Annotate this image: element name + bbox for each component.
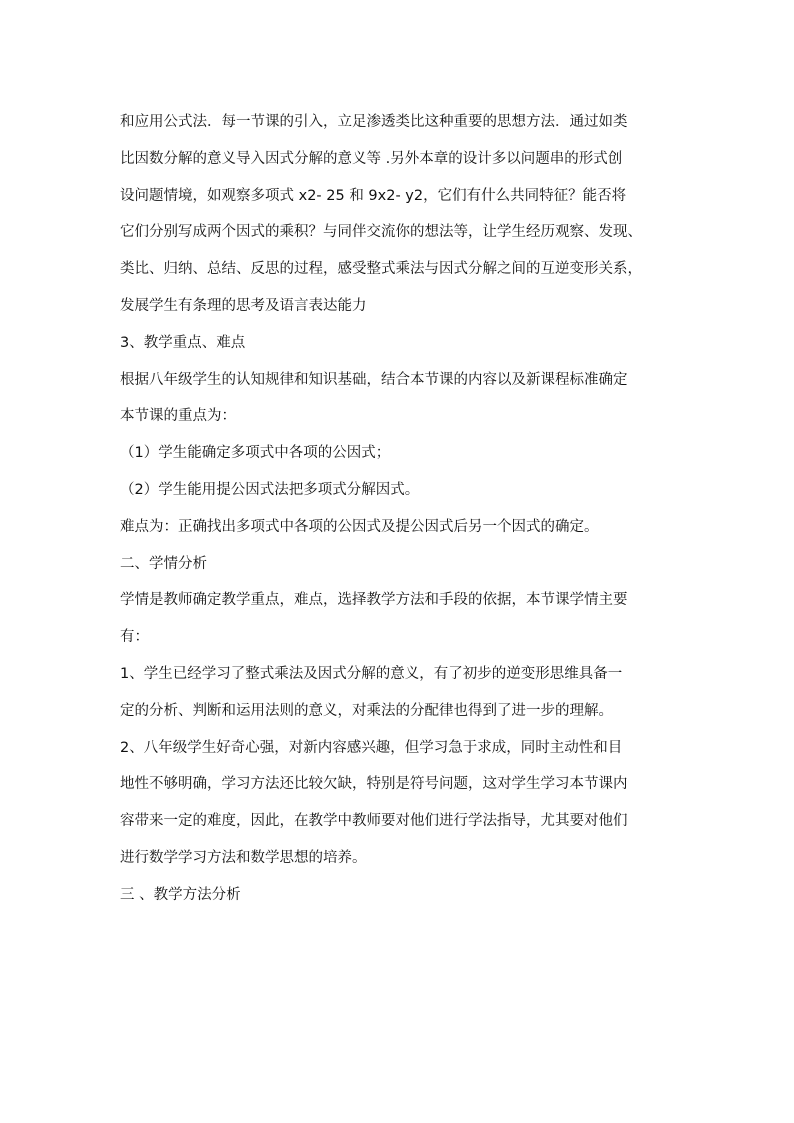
text-line-12: 难点为：正确找出多项式中各项的公因式及提公因式后另一个因式的确定。	[120, 518, 599, 535]
list-item-2: （2）学生能用提公因式法把多项式分解因式。	[120, 481, 420, 498]
section-heading-key-points: 3、教学重点、难点	[120, 334, 246, 351]
list-item-1: （1）学生能确定多项式中各项的公因式；	[120, 445, 391, 462]
text-line-20: 容带来一定的难度，因此，在教学中教师要对他们进行学法指导，尤其要对他们	[120, 813, 628, 830]
text-line-17: 定的分析、判断和运用法则的意义，对乘法的分配律也得到了进一步的理解。	[120, 702, 613, 719]
text-line-19: 地性不够明确，学习方法还比较欠缺，特别是符号问题，这对学生学习本节课内	[120, 776, 628, 793]
section-heading-student-analysis: 二、学情分析	[120, 555, 207, 572]
text-line-6: 发展学生有条理的思考及语言表达能力	[120, 297, 367, 314]
text-line-21: 进行数学学习方法和数学思想的培养。	[120, 849, 367, 866]
text-line-14: 学情是教师确定教学重点，难点，选择教学方法和手段的依据，本节课学情主要	[120, 592, 628, 609]
text-line-4: 它们分别写成两个因式的乘积？与同伴交流你的想法等，让学生经历观察、发现、	[120, 224, 642, 241]
text-line-1: 和应用公式法．每一节课的引入，立足渗透类比这种重要的思想方法．通过如类	[120, 114, 628, 130]
text-line-18: 2、八年级学生好奇心强，对新内容感兴趣，但学习急于求成，同时主动性和目	[120, 739, 623, 756]
text-line-8: 根据八年级学生的认知规律和知识基础，结合本节课的内容以及新课程标准确定	[120, 371, 628, 388]
text-line-3: 设问题情境，如观察多项式 x2- 25 和 9x2- y2，它们有什么共同特征？能否将	[120, 187, 627, 204]
document-body	[120, 104, 680, 914]
text-line-9: 本节课的重点为：	[120, 408, 236, 425]
text-line-16: 1、学生已经学习了整式乘法及因式分解的意义，有了初步的逆变形思维具备一	[120, 665, 623, 682]
section-heading-teaching-method: 三 、教学方法分析	[120, 886, 241, 903]
text-line-15: 有：	[120, 629, 149, 646]
text-line-5: 类比、归纳、总结、反思的过程，感受整式乘法与因式分解之间的互逆变形关系，	[120, 261, 642, 278]
text-line-2: 比因数分解的意义导入因式分解的意义等 .另外本章的设计多以问题串的形式创	[120, 150, 623, 167]
